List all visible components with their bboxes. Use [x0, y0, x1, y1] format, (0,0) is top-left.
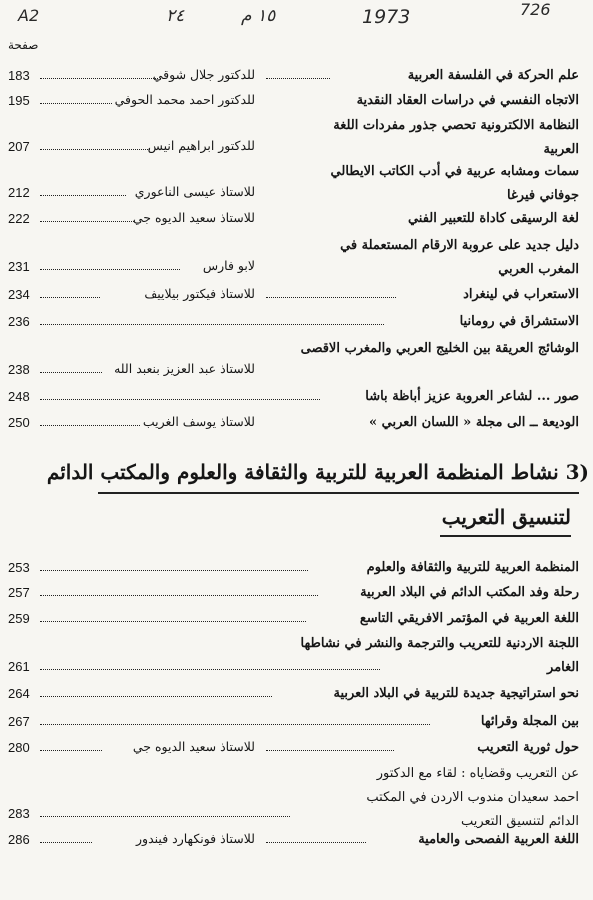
entry-page-number: 286: [8, 832, 30, 847]
entry-title: سمات ومشابه عربية في أدب الكاتب الايطالي جوفاني فيرغا: [330, 164, 579, 203]
entry-page-number: 231: [8, 259, 30, 274]
heading-underline: [98, 492, 579, 494]
entry-page-number: 250: [8, 415, 30, 430]
handwritten-note-a2: A2: [18, 6, 40, 25]
heading-underline: [440, 535, 571, 537]
dot-leader: [40, 842, 92, 843]
section-title: نشاط المنظمة العربية للتربية والثقافة والعلوم والمكتب الدائم: [46, 460, 559, 484]
entry-page-number: 238: [8, 362, 30, 377]
dot-leader: [40, 269, 180, 270]
dot-leader: [40, 425, 140, 426]
handwritten-day: ٢٤: [166, 6, 185, 26]
entry-author: للاستاذ سعيد الديوه جي: [132, 210, 255, 225]
section-number: (3: [565, 460, 589, 484]
entry-title: عن التعريب وقضاياه : لقاء مع الدكتور احمد سعيدان مندوب الاردن في المكتب الدائم لتنسيق التعريب: [366, 766, 579, 829]
entry-title: المنظمة العربية للتربية والثقافة والعلوم: [366, 560, 579, 575]
entry-page-number: 267: [8, 714, 30, 729]
entry-page-number: 280: [8, 740, 30, 755]
entry-page-number: 261: [8, 659, 30, 674]
entry-page-number: 234: [8, 287, 30, 302]
entry-title: الوديعة ــ الى مجلة « اللسان العربي »: [369, 415, 579, 430]
entry-author: للدكتور جلال شوقي: [152, 67, 255, 82]
dot-leader: [40, 324, 384, 325]
dot-leader: [266, 842, 366, 843]
page-column-label: صفحة: [8, 38, 39, 52]
entry-author: للاستاذ فونكهارد فيندور: [136, 831, 255, 846]
entry-title: اللغة العربية الفصحى والعامية: [418, 832, 579, 847]
dot-leader: [40, 195, 126, 196]
entry-page-number: 257: [8, 585, 30, 600]
handwritten-number: ١٥ م: [241, 6, 276, 26]
dot-leader: [40, 297, 100, 298]
entry-title: الوشائج العريقة بين الخليج العربي والمغرب الاقصى: [300, 341, 579, 356]
entry-title: النظامة الالكترونية تحصي جذور مفردات اللغة العربية: [333, 118, 579, 157]
dot-leader: [40, 724, 430, 725]
entry-author: للدكتور ابراهيم انيس: [147, 138, 255, 153]
entry-title: اللجنة الاردنية للتعريب والترجمة والنشر في نشاطها الغامر: [300, 636, 579, 675]
entry-author: للاستاذ يوسف الغريب: [142, 414, 255, 429]
entry-title: الاتجاه النفسي في دراسات العقاد النقدية: [356, 93, 579, 108]
dot-leader: [40, 696, 272, 697]
dot-leader: [40, 372, 102, 373]
dot-leader: [40, 221, 134, 222]
entry-title: دليل جديد على عروبة الارقام المستعملة في المغرب العربي: [340, 238, 579, 277]
entry-page-number: 236: [8, 314, 30, 329]
entry-page-number: 248: [8, 389, 30, 404]
entry-author: للاستاذ عبد العزيز بنعبد الله: [114, 361, 255, 376]
handwritten-year: 1973: [362, 6, 411, 28]
entry-author: للاستاذ سعيد الديوه جي: [132, 739, 255, 754]
entry-title: صور ... لشاعر العروبة عزيز أباظة باشا: [365, 389, 579, 404]
entry-author: لابو فارس: [202, 258, 255, 273]
entry-page-number: 259: [8, 611, 30, 626]
entry-title: لغة الرسيقى كاداة للتعبير الفني: [407, 211, 579, 226]
handwritten-id: 726: [520, 0, 551, 19]
dot-leader: [40, 103, 112, 104]
dot-leader: [266, 78, 330, 79]
entry-page-number: 264: [8, 686, 30, 701]
entry-author: للاستاذ فيكتور بيلاييف: [144, 286, 255, 301]
section-title-continued: لتنسيق التعريب: [441, 505, 571, 529]
entry-title: علم الحركة في الفلسفة العربية: [407, 68, 579, 83]
entry-page-number: 253: [8, 560, 30, 575]
entry-title: نحو استراتيجية جديدة للتربية في البلاد العربية: [333, 686, 579, 701]
entry-title: الاستعراب في لينغراد: [463, 287, 579, 302]
section-heading: [47, 460, 589, 484]
entry-title: الاستشراق في رومانيا: [459, 314, 579, 329]
entry-page-number: 195: [8, 93, 30, 108]
dot-leader: [40, 570, 308, 571]
entry-page-number: 222: [8, 211, 30, 226]
dot-leader: [40, 750, 102, 751]
entry-author: للاستاذ عيسى الناعوري: [134, 184, 255, 199]
dot-leader: [40, 78, 158, 79]
dot-leader: [40, 149, 150, 150]
entry-title: رحلة وفد المكتب الدائم في البلاد العربية: [360, 585, 579, 600]
dot-leader: [266, 750, 394, 751]
entry-page-number: 283: [8, 806, 30, 821]
entry-page-number: 212: [8, 185, 30, 200]
dot-leader: [40, 595, 318, 596]
entry-title: اللغة العربية في المؤتمر الافريقي التاسع: [359, 611, 579, 626]
dot-leader: [266, 297, 396, 298]
dot-leader: [40, 621, 306, 622]
entry-page-number: 207: [8, 139, 30, 154]
entry-title: حول ثورية التعريب: [477, 740, 579, 755]
entry-page-number: 183: [8, 68, 30, 83]
entry-author: للدكتور احمد محمد الحوفي: [114, 92, 255, 107]
dot-leader: [40, 399, 320, 400]
entry-title: بين المجلة وقرائها: [480, 714, 579, 729]
dot-leader: [40, 816, 290, 817]
